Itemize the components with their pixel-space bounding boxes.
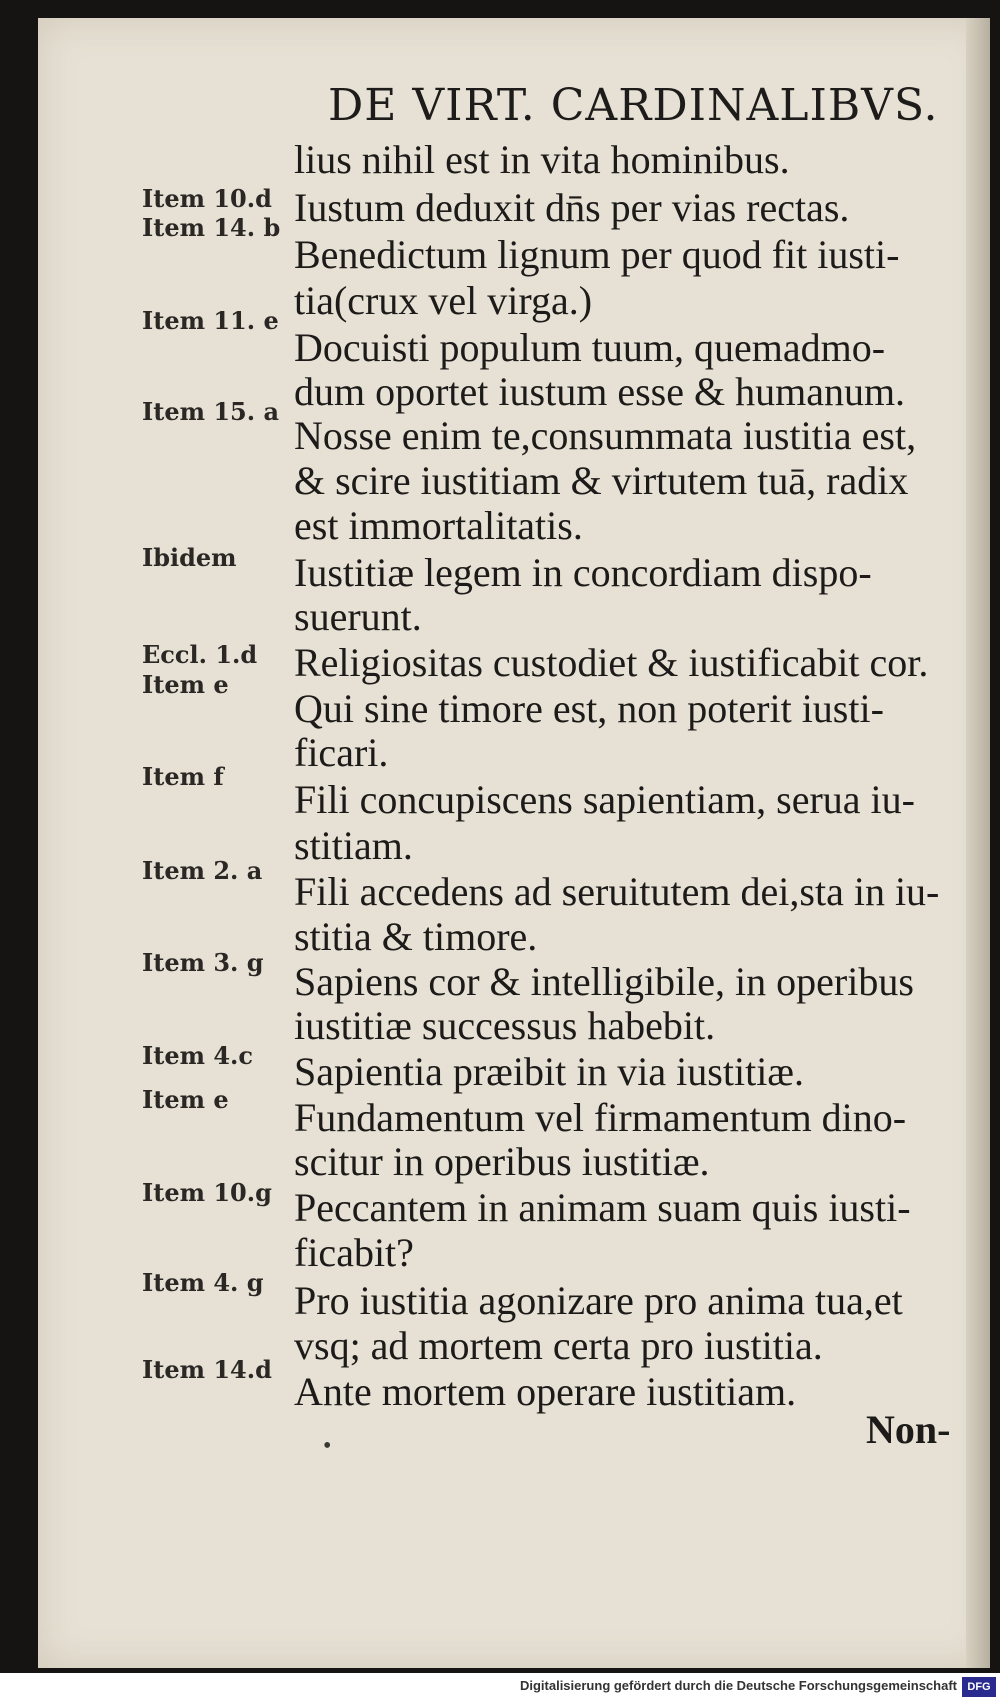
margin-note: Item 10.g <box>142 1178 272 1207</box>
text-line: Religiositas custodiet & iustificabit cor. <box>294 640 929 685</box>
margin-note: Eccl. 1.d <box>142 640 258 669</box>
stray-mark: • <box>323 1433 332 1459</box>
text-line: est immortalitatis. <box>294 503 583 548</box>
text-line: ficabit? <box>294 1230 414 1275</box>
text-line: Fili concupiscens sapientiam, serua iu- <box>294 777 915 822</box>
digitization-footer <box>0 1673 1000 1703</box>
text-line: suerunt. <box>294 594 422 639</box>
text-line: Iustum deduxit dn̄s per vias rectas. <box>294 185 850 230</box>
running-head: DE VIRT. CARDINALIBVS. <box>328 80 939 131</box>
text-line: dum oportet iustum esse & humanum. <box>294 369 906 414</box>
margin-note: Item e <box>142 1085 229 1114</box>
margin-note: Item f <box>142 762 224 791</box>
text-line: Pro iustitia agonizare pro anima tua,et <box>294 1278 903 1323</box>
text-line: scitur in operibus iustitiæ. <box>294 1139 710 1184</box>
margin-note: Item 14.d <box>142 1355 272 1384</box>
funding-credit: Digitalisierung gefördert durch die Deutsche Forschungsgemeinschaft <box>519 1678 957 1693</box>
margin-note: Item 4. g <box>142 1268 264 1297</box>
text-line: Fili accedens ad seruitutem dei,sta in iu- <box>294 869 940 914</box>
margin-note: Item 15. a <box>142 397 279 426</box>
text-line: stitia & timore. <box>294 914 538 959</box>
margin-note: Item 2. a <box>142 856 263 885</box>
margin-note: Item 4.c <box>142 1041 253 1070</box>
catchword: Non- <box>866 1407 951 1452</box>
text-line: ficari. <box>294 730 389 775</box>
margin-note: Item e <box>142 670 229 699</box>
dfg-logo: DFG <box>962 1677 996 1697</box>
text-line: Ante mortem operare iustitiam. <box>294 1369 797 1414</box>
text-line: Sapiens cor & intelligibile, in operibus <box>294 959 914 1004</box>
text-line: stitiam. <box>294 823 413 868</box>
margin-note: Item 3. g <box>142 948 264 977</box>
margin-note: Ibidem <box>142 543 237 572</box>
text-line: tia(crux vel virga.) <box>294 278 593 323</box>
text-line: lius nihil est in vita hominibus. <box>294 137 790 182</box>
margin-note: Item 14. b <box>142 213 281 242</box>
text-line: Fundamentum vel firmamentum dino- <box>294 1095 907 1140</box>
text-line: Nosse enim te,consummata iustitia est, <box>294 413 917 458</box>
text-line: Benedictum lignum per quod fit iusti- <box>294 232 900 277</box>
text-line: iustitiæ successus habebit. <box>294 1003 716 1048</box>
text-line: Iustitiæ legem in concordiam dispo- <box>294 550 872 595</box>
text-line: & scire iustitiam & virtutem tuā, radix <box>294 458 909 503</box>
text-line: Sapientia præibit in via iustitiæ. <box>294 1049 804 1094</box>
text-line: Docuisti populum tuum, quemadmo- <box>294 325 886 370</box>
text-line: Qui sine timore est, non poterit iusti- <box>294 686 884 731</box>
book-page <box>38 18 990 1668</box>
text-line: vsq; ad mortem certa pro iustitia. <box>294 1323 823 1368</box>
margin-note: Item 11. e <box>142 306 279 335</box>
page-edge <box>966 18 990 1668</box>
text-line: Peccantem in animam suam quis iusti- <box>294 1185 911 1230</box>
margin-note: Item 10.d <box>142 184 272 213</box>
